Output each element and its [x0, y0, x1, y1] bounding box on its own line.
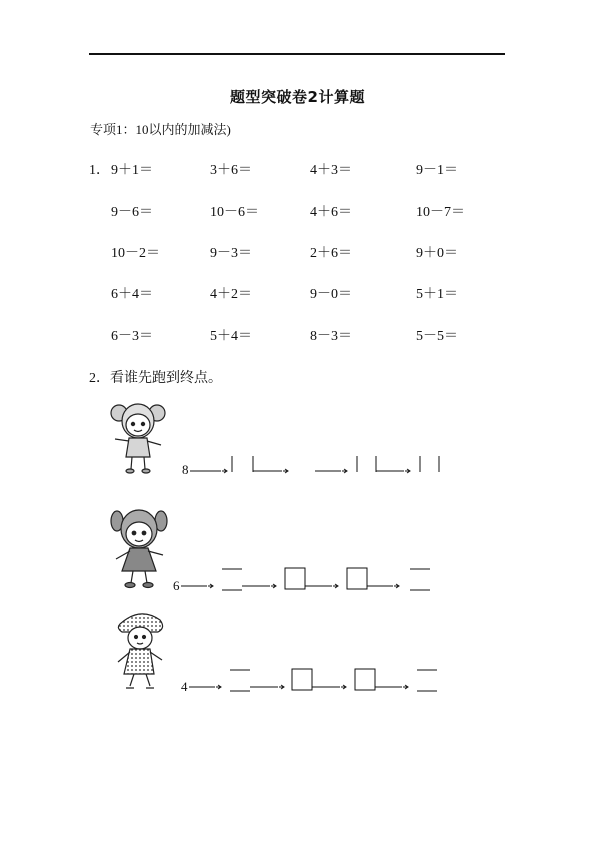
- problem: 10－2＝: [111, 246, 160, 261]
- page-title: 题型突破卷2计算题: [230, 88, 365, 106]
- question-1-number: 1．: [89, 163, 110, 178]
- top-rule: [89, 53, 505, 55]
- girl-2-illustration: [108, 503, 170, 589]
- chain-3-track: [188, 664, 440, 696]
- problem: 4＋3＝: [310, 163, 352, 178]
- question-2-label: 2．看谁先跑到终点。: [89, 371, 222, 386]
- chain-2-start: 6: [173, 578, 180, 593]
- problem: 9＋0＝: [416, 246, 458, 261]
- problem: 5＋4＝: [210, 329, 252, 344]
- problem: 5＋1＝: [416, 287, 458, 302]
- problem: 9－6＝: [111, 205, 153, 220]
- problem: 9－0＝: [310, 287, 352, 302]
- chain-3-start: 4: [181, 679, 188, 694]
- problem: 10－7＝: [416, 205, 465, 220]
- problem: 9＋1＝: [111, 163, 153, 178]
- section-subtitle: 专项1：10以内的加减法): [90, 122, 231, 137]
- girl-1-illustration: [107, 397, 169, 475]
- problem: 4＋2＝: [210, 287, 252, 302]
- problem: 9－1＝: [416, 163, 458, 178]
- problem: 9－3＝: [210, 246, 252, 261]
- problem: 8－3＝: [310, 329, 352, 344]
- chain-2-track: [180, 563, 435, 595]
- problem: 2＋6＝: [310, 246, 352, 261]
- chain-1-track: [189, 450, 449, 480]
- problem: 5－5＝: [416, 329, 458, 344]
- problem: 6－3＝: [111, 329, 153, 344]
- problem: 4＋6＝: [310, 205, 352, 220]
- problem: 3＋6＝: [210, 163, 252, 178]
- chain-1-start: 8: [182, 462, 189, 477]
- girl-3-illustration: [110, 604, 170, 692]
- problem: 6＋4＝: [111, 287, 153, 302]
- problem: 10－6＝: [210, 205, 259, 220]
